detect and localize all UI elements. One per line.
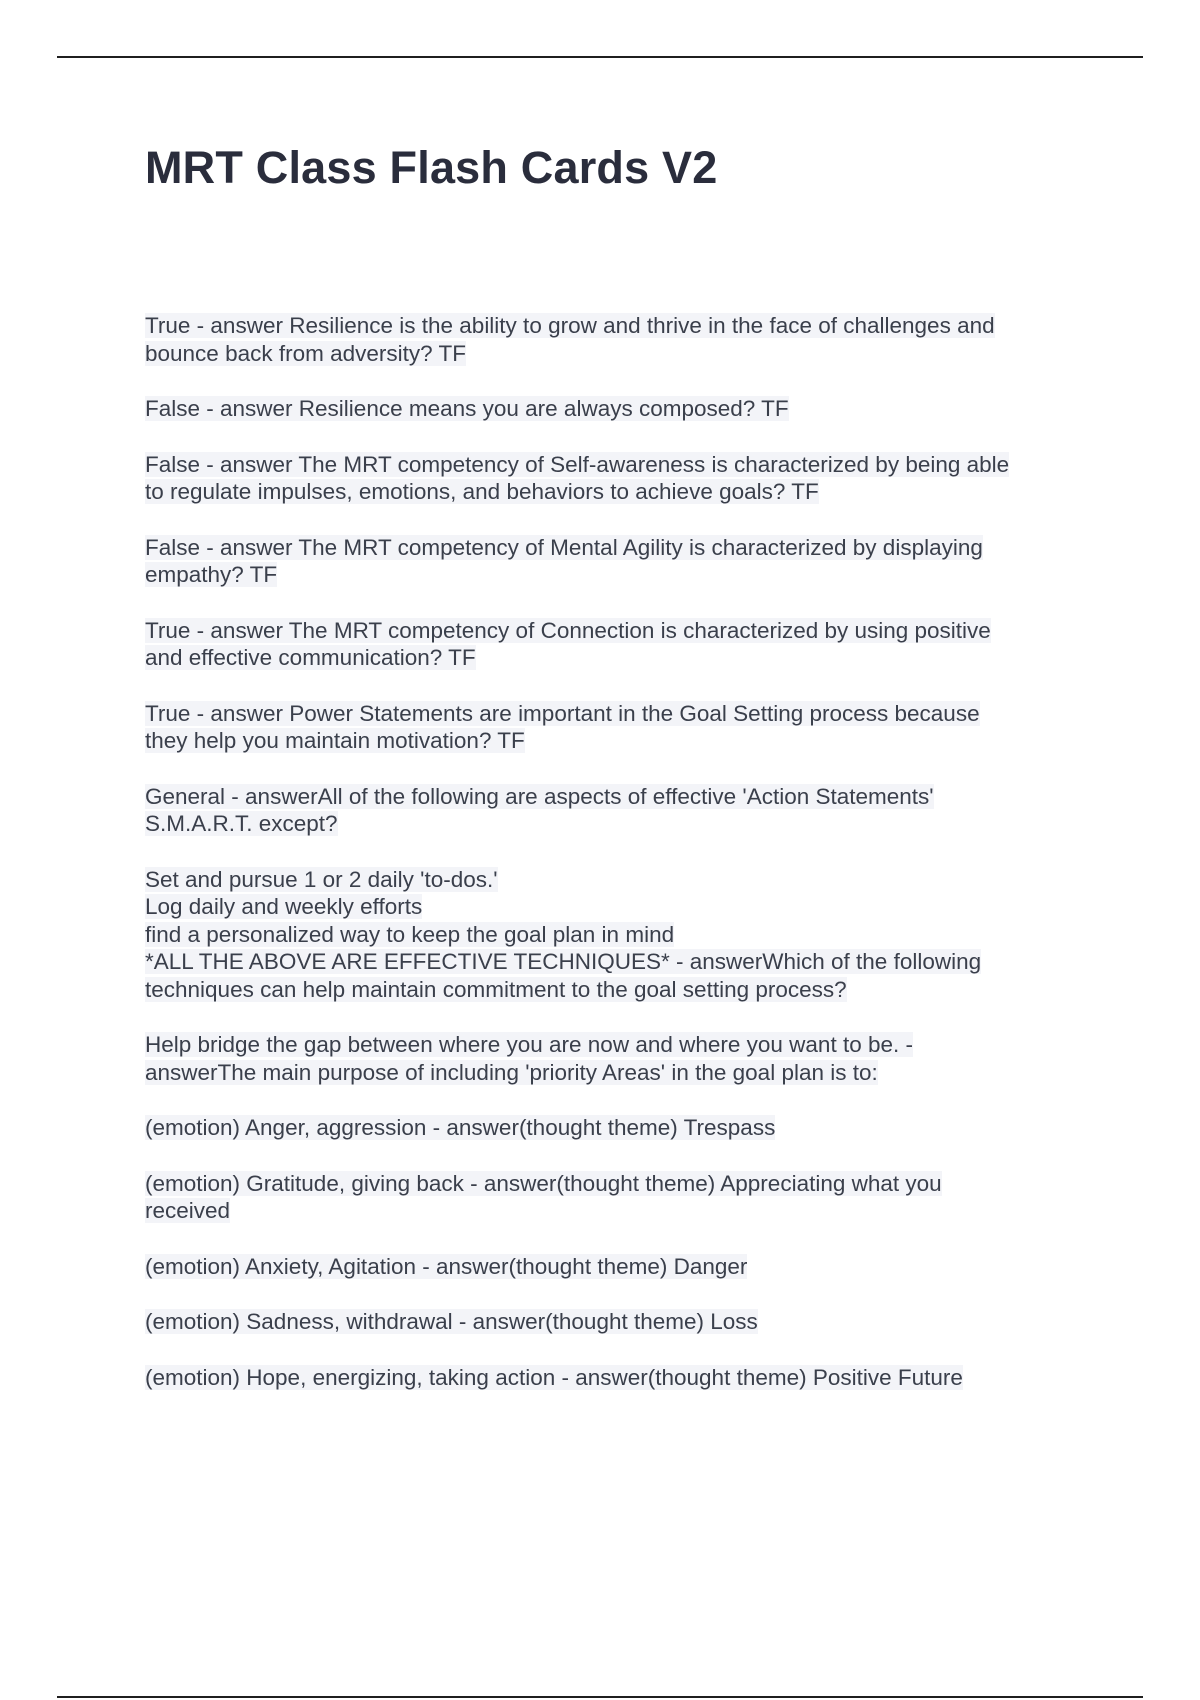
flash-card bbox=[145, 1253, 1085, 1281]
flash-card-text: empathy? TF bbox=[145, 562, 278, 587]
flash-card-line bbox=[145, 1059, 1085, 1087]
flash-card bbox=[145, 312, 1085, 367]
flash-card-line bbox=[145, 1031, 1085, 1059]
flash-card-text: techniques can help maintain commitment to the goal setting process? bbox=[145, 976, 847, 1002]
flash-card-line bbox=[145, 948, 1085, 976]
flash-card-line bbox=[145, 561, 1085, 589]
flash-card-line bbox=[145, 534, 1085, 562]
flash-card-text: Log daily and weekly efforts bbox=[145, 894, 423, 919]
flash-card bbox=[145, 451, 1085, 506]
flash-card-text: (emotion) Gratitude, giving back - answer(thought theme) Appreciating what you bbox=[145, 1170, 942, 1196]
flash-card bbox=[145, 1364, 1085, 1392]
flash-card-text: False - answer The MRT competency of Mental Agility is characterized by displaying bbox=[145, 534, 983, 560]
flash-card-line bbox=[145, 921, 1085, 949]
flash-card-text: *ALL THE ABOVE ARE EFFECTIVE TECHNIQUES* - answerWhich of the following bbox=[145, 949, 982, 974]
flash-card-line bbox=[145, 395, 1085, 423]
flash-card-line bbox=[145, 617, 1085, 645]
flash-card-line bbox=[145, 644, 1085, 672]
flash-card-line bbox=[145, 312, 1085, 340]
flash-card bbox=[145, 1031, 1085, 1086]
flash-card bbox=[145, 395, 1085, 423]
flash-card-text: True - answer The MRT competency of Connection is characterized by using positive bbox=[145, 617, 991, 643]
flash-card-line bbox=[145, 1197, 1085, 1225]
flash-card-line bbox=[145, 810, 1085, 838]
flash-card bbox=[145, 617, 1085, 672]
flash-card-line bbox=[145, 1308, 1085, 1336]
flash-card bbox=[145, 1308, 1085, 1336]
flash-card-line bbox=[145, 783, 1085, 811]
flash-card bbox=[145, 866, 1085, 1004]
flash-card-text: they help you maintain motivation? TF bbox=[145, 728, 525, 753]
flash-card-text: False - answer The MRT competency of Self-awareness is characterized by being able bbox=[145, 451, 1010, 477]
flash-card bbox=[145, 1170, 1085, 1225]
flash-card-line bbox=[145, 893, 1085, 921]
flash-card-line bbox=[145, 451, 1085, 479]
flash-card-text: True - answer Power Statements are important in the Goal Setting process because bbox=[145, 700, 980, 726]
flash-card-line bbox=[145, 1253, 1085, 1281]
flash-card-text: find a personalized way to keep the goal plan in mind bbox=[145, 921, 675, 947]
flash-card-line bbox=[145, 340, 1085, 368]
flash-card-text: False - answer Resilience means you are always composed? TF bbox=[145, 396, 789, 421]
flash-card bbox=[145, 534, 1085, 589]
flash-card-line bbox=[145, 1170, 1085, 1198]
flash-card-line bbox=[145, 1114, 1085, 1142]
flash-card-text: to regulate impulses, emotions, and behaviors to achieve goals? TF bbox=[145, 479, 819, 504]
flash-card-text: (emotion) Anger, aggression - answer(thought theme) Trespass bbox=[145, 1115, 776, 1140]
flash-card-line bbox=[145, 976, 1085, 1004]
flash-card-text: received bbox=[145, 1198, 231, 1223]
flash-card bbox=[145, 1114, 1085, 1142]
page-title: MRT Class Flash Cards V2 bbox=[145, 142, 718, 193]
flash-card-line bbox=[145, 866, 1085, 894]
flash-card-text: (emotion) Sadness, withdrawal - answer(thought theme) Loss bbox=[145, 1309, 758, 1334]
flash-card-line bbox=[145, 727, 1085, 755]
top-divider bbox=[57, 56, 1143, 58]
bottom-divider bbox=[57, 1696, 1143, 1698]
flash-card bbox=[145, 700, 1085, 755]
flash-card-line bbox=[145, 700, 1085, 728]
flash-card-text: Set and pursue 1 or 2 daily 'to-dos.' bbox=[145, 866, 498, 892]
flash-card bbox=[145, 783, 1085, 838]
flash-card-line bbox=[145, 478, 1085, 506]
flash-card-line bbox=[145, 1364, 1085, 1392]
flash-card-text: S.M.A.R.T. except? bbox=[145, 811, 338, 836]
flash-card-text: Help bridge the gap between where you are now and where you want to be. - bbox=[145, 1032, 913, 1057]
flash-card-text: (emotion) Anxiety, Agitation - answer(thought theme) Danger bbox=[145, 1253, 748, 1279]
flash-card-text: and effective communication? TF bbox=[145, 645, 476, 670]
flash-card-list bbox=[145, 312, 1085, 1419]
flash-card-text: answerThe main purpose of including 'priority Areas' in the goal plan is to: bbox=[145, 1059, 878, 1085]
flash-card-text: bounce back from adversity? TF bbox=[145, 340, 466, 366]
flash-card-text: (emotion) Hope, energizing, taking action - answer(thought theme) Positive Future bbox=[145, 1364, 963, 1390]
flash-card-text: General - answerAll of the following are aspects of effective 'Action Statements' bbox=[145, 783, 934, 809]
flash-card-text: True - answer Resilience is the ability to grow and thrive in the face of challenges and bbox=[145, 313, 995, 338]
